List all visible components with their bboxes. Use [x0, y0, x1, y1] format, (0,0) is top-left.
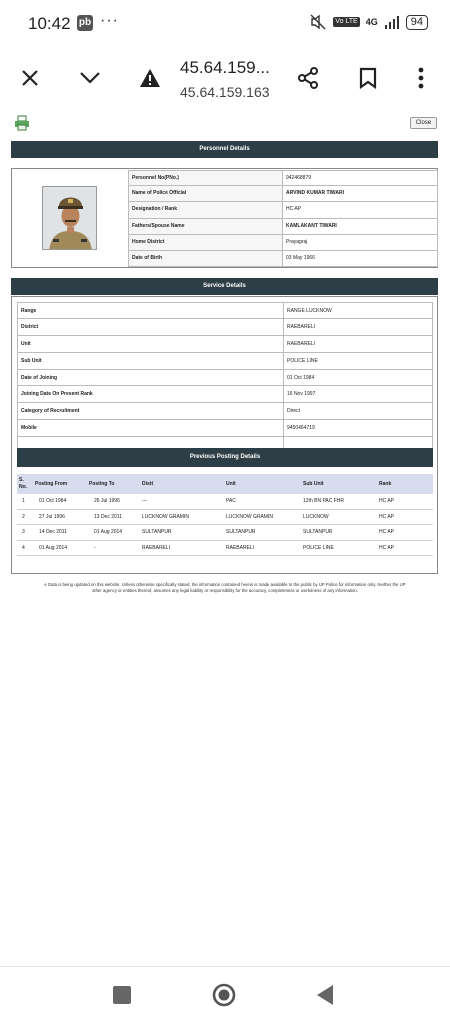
disclaimer-line: other agency or entities thereof, assumes any legal liability or responsibility for the accuracy, completeness or usefulness of any information. — [92, 588, 358, 593]
table-row — [17, 319, 433, 336]
volte-icon: Vo LTE — [335, 18, 358, 25]
close-icon[interactable] — [16, 64, 44, 92]
field-label: Joining Date On Present Rank — [17, 386, 284, 402]
column-header-from: Posting From — [35, 481, 68, 487]
table-row — [17, 494, 433, 510]
field-label: Fathers/Spouse Name — [128, 219, 283, 234]
table-row — [128, 186, 438, 202]
field-label: Home District — [128, 235, 283, 250]
field-label: Mobile — [17, 420, 284, 436]
cell-rank: HC AP — [379, 544, 395, 551]
field-value: 942468879 — [283, 171, 438, 185]
posting-table-header — [17, 474, 433, 494]
warning-icon[interactable] — [136, 64, 164, 92]
cell-unit: PAC — [226, 498, 236, 504]
field-label: Date of Birth — [128, 251, 283, 266]
cell-distt: LUCKNOW GRAMIN — [142, 513, 189, 520]
cell-distt: --- — [142, 498, 147, 504]
table-row — [17, 370, 433, 387]
field-label: Designation / Rank — [128, 202, 283, 217]
cell-sno: 3 — [22, 529, 25, 535]
cell-subunit: LUCKNOW — [303, 513, 329, 520]
cell-subunit: SULTANPUR — [303, 529, 333, 535]
column-header-rank: Rank — [379, 481, 392, 487]
field-value: RAEBARELI — [284, 319, 433, 335]
table-row — [128, 170, 438, 186]
more-notifications-icon: ··· — [100, 12, 119, 29]
status-indicators — [309, 14, 428, 30]
cell-sno: 2 — [22, 513, 25, 520]
chevron-down-icon[interactable] — [76, 64, 104, 92]
table-row — [17, 386, 433, 403]
cell-to: 01 Aug 2014 — [94, 529, 123, 535]
cell-rank: HC AP — [379, 513, 395, 520]
menu-icon[interactable] — [407, 64, 435, 92]
status-time: 10:42 — [28, 14, 71, 33]
field-value: RANGE LUCKNOW — [284, 303, 433, 318]
bookmark-icon[interactable] — [354, 64, 382, 92]
table-row — [128, 219, 438, 235]
cell-distt: SULTANPUR — [142, 529, 172, 535]
cell-from: 01 Oct 1984 — [39, 498, 67, 504]
field-label: Category of Recruitment — [17, 403, 284, 419]
field-value: 16 Nov 1997 — [284, 386, 433, 402]
system-navigation-bar — [0, 966, 450, 1024]
notification-badge: pb — [77, 15, 93, 31]
service-details-table — [17, 302, 433, 454]
cell-rank: HC AP — [379, 529, 395, 535]
page-title[interactable]: 45.64.159... — [180, 58, 270, 77]
field-value: Direct — [284, 403, 433, 419]
field-label: Unit — [17, 336, 284, 352]
column-header-distt: Distt — [142, 481, 154, 487]
field-value: 01 Oct 1984 — [284, 370, 433, 386]
cell-unit: SULTANPUR — [226, 529, 256, 535]
field-value: ARVIND KUMAR TIWARI — [283, 186, 438, 201]
signal-icon — [384, 15, 400, 29]
service-details-header: Service Details — [11, 278, 438, 295]
officer-photo — [42, 186, 97, 250]
personnel-details-table — [128, 170, 438, 267]
table-row — [17, 403, 433, 420]
cell-to: 13 Dec 2011 — [94, 513, 122, 520]
cell-unit: LUCKNOW GRAMIN — [226, 513, 273, 520]
cell-from: 14 Dec 2011 — [39, 529, 67, 535]
share-icon[interactable] — [294, 64, 322, 92]
cell-subunit: 12th BN PAC FHR — [303, 498, 345, 504]
table-row — [17, 510, 433, 526]
cell-subunit: POLICE LINE — [303, 544, 334, 551]
table-row — [128, 235, 438, 251]
battery-icon: 94 — [406, 15, 428, 30]
cell-sno: 1 — [22, 498, 25, 504]
table-row — [128, 251, 438, 267]
field-value: KAMLAKANT TIWARI — [283, 219, 438, 234]
network-label: 4G — [365, 17, 378, 27]
column-header-sno: S. No. — [19, 477, 28, 490]
field-value: 9450464719 — [284, 420, 433, 436]
disclaimer-text — [0, 582, 450, 594]
field-label: Personnel No(PNo.) — [128, 171, 283, 185]
field-value: Prayagraj — [283, 235, 438, 250]
field-label: Date of Joining — [17, 370, 284, 386]
field-value: HC AP — [283, 202, 438, 217]
status-bar — [0, 0, 450, 46]
page-url[interactable]: 45.64.159.163 — [180, 84, 270, 100]
disclaimer-line: e Data is being updated on this website. Unless otherwise specifically stated, the information contained herein is made available to the public by UP Police for information only. Neither the UP — [44, 582, 406, 587]
cell-to: - — [94, 544, 96, 551]
cell-unit: RAEBARELI — [226, 544, 255, 551]
table-row — [17, 353, 433, 370]
table-row — [17, 525, 433, 541]
browser-toolbar — [0, 46, 450, 110]
recent-apps-icon[interactable] — [113, 986, 131, 1004]
table-row — [128, 202, 438, 218]
printer-icon[interactable] — [14, 115, 30, 131]
table-row — [17, 302, 433, 319]
column-header-subunit: Sub Unit — [303, 481, 324, 487]
cell-sno: 4 — [22, 544, 25, 551]
cell-rank: HC AP — [379, 498, 395, 504]
field-value: POLICE LINE — [284, 353, 433, 369]
cell-distt: RAEBARELI — [142, 544, 171, 551]
field-label: Name of Police Official — [128, 186, 283, 201]
field-label: District — [17, 319, 284, 335]
close-button[interactable]: Close — [410, 117, 437, 129]
cell-from: 27 Jul 1996 — [39, 513, 65, 520]
table-row — [17, 336, 433, 353]
mute-icon — [309, 14, 327, 30]
cell-from: 01 Aug 2014 — [39, 544, 68, 551]
table-row — [17, 541, 433, 557]
column-header-to: Posting To — [89, 481, 115, 487]
back-icon[interactable] — [316, 984, 334, 1006]
posting-details-header: Previous Posting Details — [17, 448, 433, 467]
field-value: 03 May 1966 — [283, 251, 438, 266]
personnel-details-header: Personnel Details — [11, 141, 438, 158]
field-value: RAEBARELI — [284, 336, 433, 352]
column-header-unit: Unit — [226, 481, 236, 487]
table-row — [17, 420, 433, 437]
field-label: Sub Unit — [17, 353, 284, 369]
cell-to: 26 Jul 1996 — [94, 498, 120, 504]
field-label: Range — [17, 303, 284, 318]
home-icon[interactable] — [212, 983, 236, 1007]
